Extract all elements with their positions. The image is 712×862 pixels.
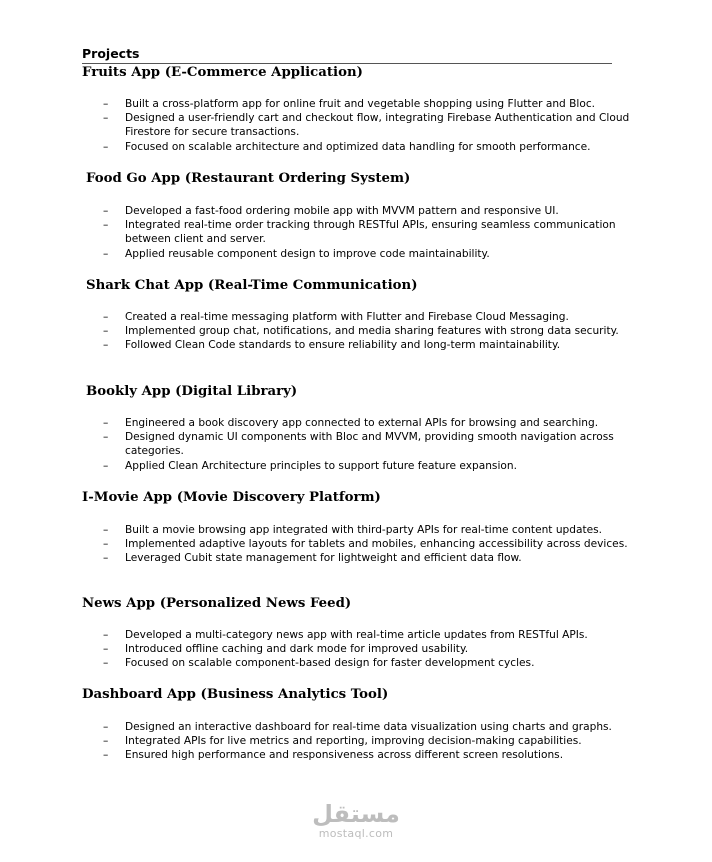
bullet-text: Followed Clean Code standards to ensure reliability and long-term maintainability.: [125, 339, 561, 352]
bullet-text: Developed a fast-food ordering mobile app with MVVM pattern and responsive UI.: [125, 205, 559, 217]
bullet-text: Designed dynamic UI components with Bloc and MVVM, providing smooth navigation across categories.: [125, 431, 614, 458]
project-title-fruits-app: Fruits App (E-Commerce Application): [82, 65, 363, 80]
bullet-text: Focused on scalable component-based design for faster development cycles.: [125, 657, 535, 670]
list-item: [103, 324, 633, 338]
dash-bullet-icon: –: [103, 552, 109, 565]
dash-bullet-icon: –: [103, 140, 109, 153]
list-item: [103, 551, 633, 565]
list-item: [103, 218, 633, 246]
list-item: [103, 97, 633, 111]
dash-bullet-icon: –: [103, 112, 109, 125]
list-item: [103, 416, 633, 430]
bullet-text: Built a movie browsing app integrated with third-party APIs for real-time content updates.: [125, 524, 603, 536]
project-title-bookly-app: Bookly App (Digital Library): [86, 384, 298, 399]
bullet-text: Created a real-time messaging platform with Flutter and Firebase Cloud Messaging.: [125, 311, 569, 323]
dash-bullet-icon: –: [103, 325, 109, 338]
dash-bullet-icon: –: [103, 219, 109, 232]
project-title-shark-chat-app: Shark Chat App (Real-Time Communication): [86, 278, 418, 293]
list-item: [103, 748, 633, 762]
project-bullets-food-go-app: [103, 204, 633, 261]
project-bullets-fruits-app: [103, 97, 633, 154]
project-title-food-go-app: Food Go App (Restaurant Ordering System): [86, 171, 411, 186]
project-bullets-news-app: [103, 628, 633, 671]
dash-bullet-icon: –: [103, 524, 109, 536]
project-bullets-bookly-app: [103, 416, 633, 473]
projects-section-heading: Projects: [82, 46, 612, 64]
list-item: [103, 310, 633, 324]
dash-bullet-icon: –: [103, 459, 109, 472]
bullet-text: Engineered a book discovery app connected to external APIs for browsing and searching.: [125, 417, 599, 429]
watermark-arabic-text: مستقل: [312, 800, 400, 828]
dash-bullet-icon: –: [103, 735, 109, 748]
bullet-text: Developed a multi-category news app with real-time article updates from RESTful APIs.: [125, 629, 588, 641]
bullet-text: Built a cross-platform app for online fruit and vegetable shopping using Flutter and Bloc.: [125, 98, 596, 110]
dash-bullet-icon: –: [103, 98, 109, 110]
dash-bullet-icon: –: [103, 538, 109, 551]
list-item: [103, 628, 633, 642]
bullet-text: Integrated real-time order tracking through RESTful APIs, ensuring seamless communication between client and server.: [125, 219, 616, 246]
list-item: [103, 338, 633, 352]
bullet-text: Leveraged Cubit state management for lightweight and efficient data flow.: [125, 552, 522, 565]
mostaql-watermark: [296, 800, 416, 840]
list-item: [103, 656, 633, 670]
watermark-latin-text: mostaql.com: [318, 827, 394, 840]
list-item: [103, 537, 633, 551]
project-bullets-dashboard-app: [103, 720, 633, 763]
dash-bullet-icon: –: [103, 721, 109, 733]
bullet-text: Applied Clean Architecture principles to support future feature expansion.: [125, 459, 517, 472]
project-bullets-i-movie-app: [103, 523, 633, 566]
dash-bullet-icon: –: [103, 657, 109, 670]
list-item: [103, 734, 633, 748]
dash-bullet-icon: –: [103, 431, 109, 444]
list-item: [103, 204, 633, 218]
project-title-i-movie-app: I-Movie App (Movie Discovery Platform): [82, 490, 381, 505]
project-title-dashboard-app: Dashboard App (Business Analytics Tool): [82, 687, 389, 702]
bullet-text: Introduced offline caching and dark mode for improved usability.: [125, 643, 469, 656]
project-title-news-app: News App (Personalized News Feed): [82, 596, 352, 611]
bullet-text: Designed an interactive dashboard for real-time data visualization using charts and graphs.: [125, 721, 612, 733]
list-item: [103, 523, 633, 537]
list-item: [103, 247, 633, 261]
dash-bullet-icon: –: [103, 247, 109, 260]
bullet-text: Focused on scalable architecture and optimized data handling for smooth performance.: [125, 140, 591, 153]
dash-bullet-icon: –: [103, 417, 109, 429]
list-item: [103, 459, 633, 473]
list-item: [103, 720, 633, 734]
bullet-text: Designed a user-friendly cart and checkout flow, integrating Firebase Authentication and Cloud Firestore for secure transactions.: [125, 112, 630, 139]
dash-bullet-icon: –: [103, 339, 109, 352]
bullet-text: Implemented group chat, notifications, and media sharing features with strong data security.: [125, 325, 619, 338]
list-item: [103, 140, 633, 154]
dash-bullet-icon: –: [103, 643, 109, 656]
list-item: [103, 642, 633, 656]
bullet-text: Ensured high performance and responsiveness across different screen resolutions.: [125, 749, 564, 762]
dash-bullet-icon: –: [103, 629, 109, 641]
bullet-text: Integrated APIs for live metrics and reporting, improving decision-making capabilities.: [125, 735, 582, 748]
bullet-text: Implemented adaptive layouts for tablets and mobiles, enhancing accessibility across devices.: [125, 538, 628, 551]
dash-bullet-icon: –: [103, 749, 109, 762]
list-item: [103, 111, 633, 139]
project-bullets-shark-chat-app: [103, 310, 633, 353]
bullet-text: Applied reusable component design to improve code maintainability.: [125, 247, 490, 260]
dash-bullet-icon: –: [103, 311, 109, 323]
dash-bullet-icon: –: [103, 205, 109, 217]
list-item: [103, 430, 633, 458]
